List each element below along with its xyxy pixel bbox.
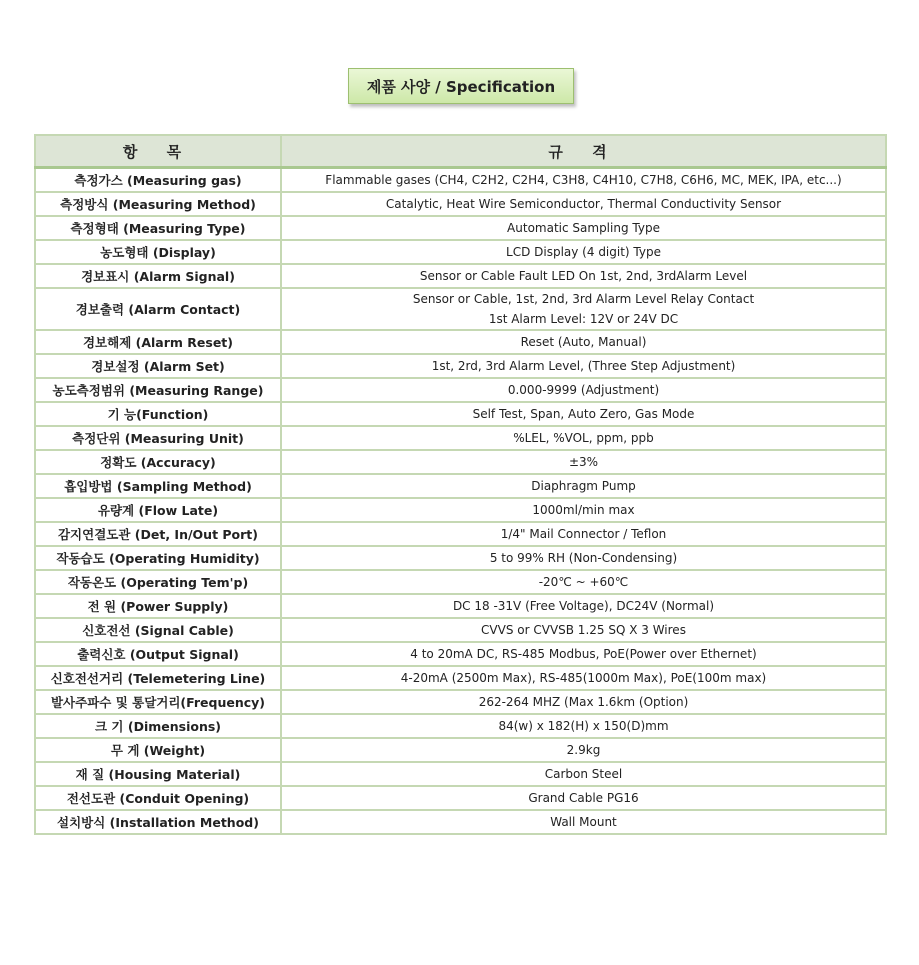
row-item-label: 무 게 (Weight) <box>35 738 281 762</box>
row-spec-value <box>281 288 886 330</box>
row-spec-value <box>281 354 886 378</box>
row-spec-value <box>281 642 886 666</box>
row-item-label: 측정방식 (Measuring Method) <box>35 192 281 216</box>
row-item-label: 흡입방법 (Sampling Method) <box>35 474 281 498</box>
spec-line: Self Test, Span, Auto Zero, Gas Mode <box>472 407 695 421</box>
row-spec-value <box>281 522 886 546</box>
spec-line: 4-20mA (2500m Max), RS-485(1000m Max), PoE(100m max) <box>400 671 767 685</box>
spec-line: LCD Display (4 digit) Type <box>506 245 661 259</box>
row-item-label: 경보출력 (Alarm Contact) <box>35 288 281 330</box>
table-row <box>35 594 886 618</box>
table-row <box>35 762 886 786</box>
table-row <box>35 402 886 426</box>
row-item-label: 경보설정 (Alarm Set) <box>35 354 281 378</box>
spec-line: 5 to 99% RH (Non-Condensing) <box>489 551 678 565</box>
row-spec-value <box>281 618 886 642</box>
row-spec-value <box>281 738 886 762</box>
spec-line: 0.000-9999 (Adjustment) <box>507 383 660 397</box>
table-row <box>35 810 886 834</box>
row-item-label: 경보표시 (Alarm Signal) <box>35 264 281 288</box>
table-row <box>35 216 886 240</box>
table-row <box>35 522 886 546</box>
table-row <box>35 378 886 402</box>
table-row <box>35 498 886 522</box>
row-spec-value <box>281 426 886 450</box>
table-row <box>35 666 886 690</box>
row-spec-value <box>281 402 886 426</box>
row-item-label: 농도측정범위 (Measuring Range) <box>35 378 281 402</box>
row-item-label: 감지연결도관 (Det, In/Out Port) <box>35 522 281 546</box>
table-row <box>35 168 886 193</box>
row-item-label: 설치방식 (Installation Method) <box>35 810 281 834</box>
row-item-label: 발사주파수 및 통달거리(Frequency) <box>35 690 281 714</box>
header-spec: 규 격 <box>281 135 886 168</box>
table-row <box>35 288 886 330</box>
row-spec-value <box>281 378 886 402</box>
spec-line: Sensor or Cable Fault LED On 1st, 2nd, 3rdAlarm Level <box>419 269 748 283</box>
spec-line: Diaphragm Pump <box>531 479 636 493</box>
row-item-label: 작동온도 (Operating Tem'p) <box>35 570 281 594</box>
table-row <box>35 192 886 216</box>
row-spec-value <box>281 666 886 690</box>
spec-line: DC 18 -31V (Free Voltage), DC24V (Normal) <box>452 599 715 613</box>
spec-line: Carbon Steel <box>544 767 623 781</box>
spec-line: 1/4" Mail Connector / Teflon <box>500 527 667 541</box>
table-row <box>35 240 886 264</box>
spec-line: 1st Alarm Level: 12V or 24V DC <box>488 312 679 326</box>
row-item-label: 경보해제 (Alarm Reset) <box>35 330 281 354</box>
row-item-label: 크 기 (Dimensions) <box>35 714 281 738</box>
row-spec-value <box>281 570 886 594</box>
row-spec-value <box>281 498 886 522</box>
spec-line: Wall Mount <box>550 815 617 829</box>
row-item-label: 측정단위 (Measuring Unit) <box>35 426 281 450</box>
spec-line: %LEL, %VOL, ppm, ppb <box>513 431 654 445</box>
spec-line: Sensor or Cable, 1st, 2nd, 3rd Alarm Level Relay Contact <box>412 292 755 306</box>
row-item-label: 신호전선거리 (Telemetering Line) <box>35 666 281 690</box>
row-spec-value <box>281 810 886 834</box>
table-row <box>35 426 886 450</box>
spec-line: CVVS or CVVSB 1.25 SQ X 3 Wires <box>481 623 686 637</box>
row-item-label: 측정가스 (Measuring gas) <box>35 168 281 193</box>
row-spec-value <box>281 192 886 216</box>
spec-line: -20℃ ~ +60℃ <box>538 575 629 589</box>
table-row <box>35 474 886 498</box>
row-spec-value <box>281 474 886 498</box>
spec-line: Automatic Sampling Type <box>507 221 660 235</box>
spec-line: 1000ml/min max <box>532 503 635 517</box>
table-row <box>35 264 886 288</box>
table-row <box>35 546 886 570</box>
spec-line: Catalytic, Heat Wire Semiconductor, Thermal Conductivity Sensor <box>385 197 782 211</box>
row-spec-value <box>281 330 886 354</box>
row-item-label: 출력신호 (Output Signal) <box>35 642 281 666</box>
table-header <box>35 135 886 168</box>
row-item-label: 유량계 (Flow Late) <box>35 498 281 522</box>
spec-line: Grand Cable PG16 <box>528 791 639 805</box>
row-item-label: 전 원 (Power Supply) <box>35 594 281 618</box>
row-item-label: 농도형태 (Display) <box>35 240 281 264</box>
row-item-label: 정확도 (Accuracy) <box>35 450 281 474</box>
table-row <box>35 714 886 738</box>
spec-line: ±3% <box>568 455 599 469</box>
row-spec-value <box>281 240 886 264</box>
spec-line: Flammable gases (CH4, C2H2, C2H4, C3H8, C4H10, C7H8, C6H6, MC, MEK, IPA, etc...) <box>325 173 842 187</box>
page-title: 제품 사양 / Specification <box>348 68 574 104</box>
row-item-label: 전선도관 (Conduit Opening) <box>35 786 281 810</box>
table-row <box>35 330 886 354</box>
row-spec-value <box>281 690 886 714</box>
table-row <box>35 690 886 714</box>
spec-line: 262-264 MHZ (Max 1.6km (Option) <box>478 695 689 709</box>
spec-line: 4 to 20mA DC, RS-485 Modbus, PoE(Power over Ethernet) <box>410 647 757 661</box>
row-spec-value <box>281 168 886 193</box>
table-row <box>35 786 886 810</box>
header-item: 항 목 <box>35 135 281 168</box>
spec-line: 1st, 2rd, 3rd Alarm Level, (Three Step Adjustment) <box>431 359 736 373</box>
row-item-label: 작동습도 (Operating Humidity) <box>35 546 281 570</box>
table-row <box>35 570 886 594</box>
table-row <box>35 450 886 474</box>
spec-line: Reset (Auto, Manual) <box>520 335 647 349</box>
row-spec-value <box>281 264 886 288</box>
row-spec-value <box>281 762 886 786</box>
spec-line: 84(w) x 182(H) x 150(D)mm <box>498 719 669 733</box>
row-spec-value <box>281 546 886 570</box>
row-spec-value <box>281 714 886 738</box>
row-item-label: 신호전선 (Signal Cable) <box>35 618 281 642</box>
row-item-label: 기 능(Function) <box>35 402 281 426</box>
spec-line: 2.9kg <box>566 743 601 757</box>
table-body <box>35 168 886 835</box>
table-row <box>35 354 886 378</box>
row-spec-value <box>281 216 886 240</box>
row-item-label: 재 질 (Housing Material) <box>35 762 281 786</box>
table-row <box>35 642 886 666</box>
row-item-label: 측정형태 (Measuring Type) <box>35 216 281 240</box>
table-row <box>35 738 886 762</box>
table-row <box>35 618 886 642</box>
spec-table <box>34 134 887 835</box>
row-spec-value <box>281 786 886 810</box>
row-spec-value <box>281 450 886 474</box>
row-spec-value <box>281 594 886 618</box>
